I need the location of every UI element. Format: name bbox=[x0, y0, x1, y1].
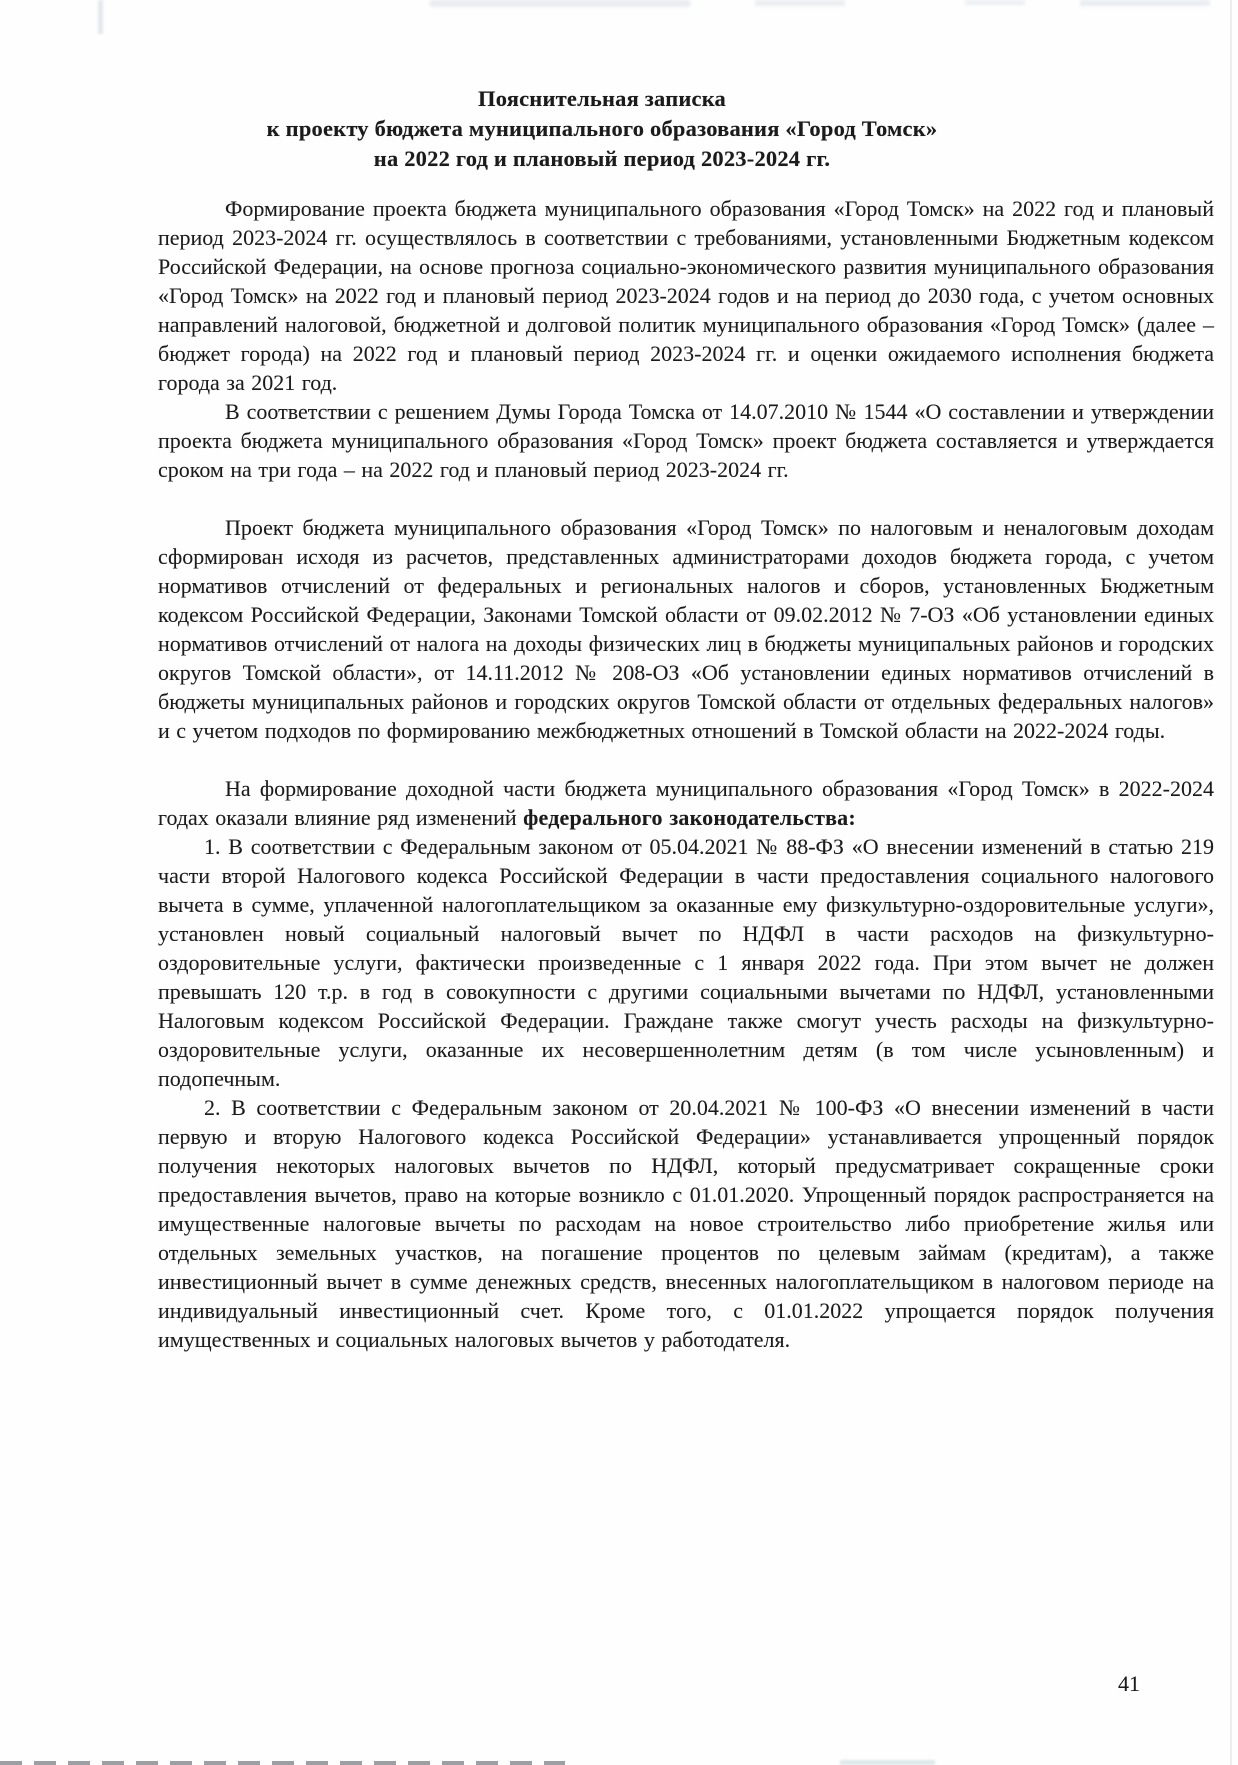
scan-artifact bbox=[965, 0, 1025, 5]
document-content bbox=[158, 84, 1214, 1354]
page-number: 41 bbox=[1118, 1671, 1140, 1696]
title-line-2: к проекту бюджета муниципального образования «Город Томск» bbox=[266, 116, 938, 141]
document-title bbox=[158, 84, 1046, 174]
paragraph-federal-law-intro bbox=[158, 774, 1214, 832]
paragraph-duma-decision: В соответствии с решением Думы Города Томска от 14.07.2010 № 1544 «О составлении и утверждении проекта бюджета муниципального образования «Город Томск» проект бюджета составляется и утверждается сроком на три года – на 2022 год и плановый период 2023-2024 гг. bbox=[158, 399, 1214, 482]
paragraph-item-2-law-100fz: 2. В соответствии с Федеральным законом от 20.04.2021 № 100-ФЗ «О внесении изменений в части первую и вторую Налогового кодекса Российской Федерации» устанавливается упрощенный порядок получения некоторых налоговых вычетов по НДФЛ, который предусматривает сокращенные сроки предоставления вычетов, право на которые возникло с 01.01.2020. Упрощенный порядок распространяется на имущественные налоговые вычеты по расходам на новое строительство либо приобретение жилья или отдельных земельных участков, на погашение процентов по целевым займам (кредитам), а также инвестиционный вычет в сумме денежных средств, внесенных налогоплательщиком в налоговом периоде на индивидуальный инвестиционный счет. Кроме того, с 01.01.2022 упрощается порядок получения имущественных и социальных налоговых вычетов у работодателя. bbox=[158, 1095, 1214, 1352]
scan-artifact bbox=[0, 1761, 565, 1765]
paragraph-revenue-basis: Проект бюджета муниципального образования «Город Томск» по налоговым и неналоговым доходам сформирован исходя из расчетов, представленных администраторами доходов бюджета города, с учетом нормативов отчислений от федеральных и региональных налогов и сборов, установленных Бюджетным кодексом Российской Федерации, Законами Томской области от 09.02.2012 № 7-ОЗ «Об установлении единых нормативов отчислений от налога на доходы физических лиц в бюджеты муниципальных районов и городских округов Томской области», от 14.11.2012 № 208-ОЗ «Об установлении единых нормативов отчислений в бюджеты муниципальных районов и городских округов Томской области от отдельных федеральных налогов» и с учетом подходов по формированию межбюджетных отношений в Томской области на 2022-2024 годы. bbox=[158, 515, 1214, 743]
paragraph-federal-law-intro-text: На формирование доходной части бюджета муниципального образования «Город Томск» в 2022-2024 годах оказали влияние ряд изменений bbox=[158, 776, 1214, 830]
title-line-3: на 2022 год и плановый период 2023-2024 гг. bbox=[373, 146, 831, 171]
scan-artifact bbox=[430, 0, 690, 7]
scan-artifact bbox=[1230, 0, 1232, 1765]
scan-artifact bbox=[1080, 0, 1210, 6]
paragraph-formation: Формирование проекта бюджета муниципального образования «Город Томск» на 2022 год и плановый период 2023-2024 гг. осуществлялось в соответствии с требованиями, установленными Бюджетным кодексом Российской Федерации, на основе прогноза социально-экономического развития муниципального образования «Город Томск» на 2022 год и плановый период 2023-2024 годов и на период до 2030 года, с учетом основных направлений налоговой, бюджетной и долговой политик муниципального образования «Город Томск» (далее – бюджет города) на 2022 год и плановый период 2023-2024 гг. и оценки ожидаемого исполнения бюджета города за 2021 год. bbox=[158, 196, 1214, 395]
paragraph-federal-law-intro-bold: федерального законодательства: bbox=[523, 805, 856, 830]
paragraph-item-1-law-88fz: 1. В соответствии с Федеральным законом от 05.04.2021 № 88-ФЗ «О внесении изменений в статью 219 части второй Налогового кодекса Российской Федерации в части предоставления социального налогового вычета в сумме, уплаченной налогоплательщиком за оказанные ему физкультурно-оздоровительные услуги», установлен новый социальный налоговый вычет по НДФЛ в части расходов на физкультурно-оздоровительные услуги, фактически произведенные с 1 января 2022 года. При этом вычет не должен превышать 120 т.р. в год в совокупности с другими социальными вычетами по НДФЛ, установленными Налоговым кодексом Российской Федерации. Граждане также смогут учесть расходы на физкультурно-оздоровительные услуги, оказанные их несовершеннолетним детям (в том числе усыновленным) и подопечным. bbox=[158, 834, 1214, 1091]
scan-artifact bbox=[840, 1760, 935, 1765]
scan-artifact bbox=[98, 0, 103, 34]
title-line-1: Пояснительная записка bbox=[478, 86, 726, 111]
scan-artifact bbox=[755, 0, 845, 6]
